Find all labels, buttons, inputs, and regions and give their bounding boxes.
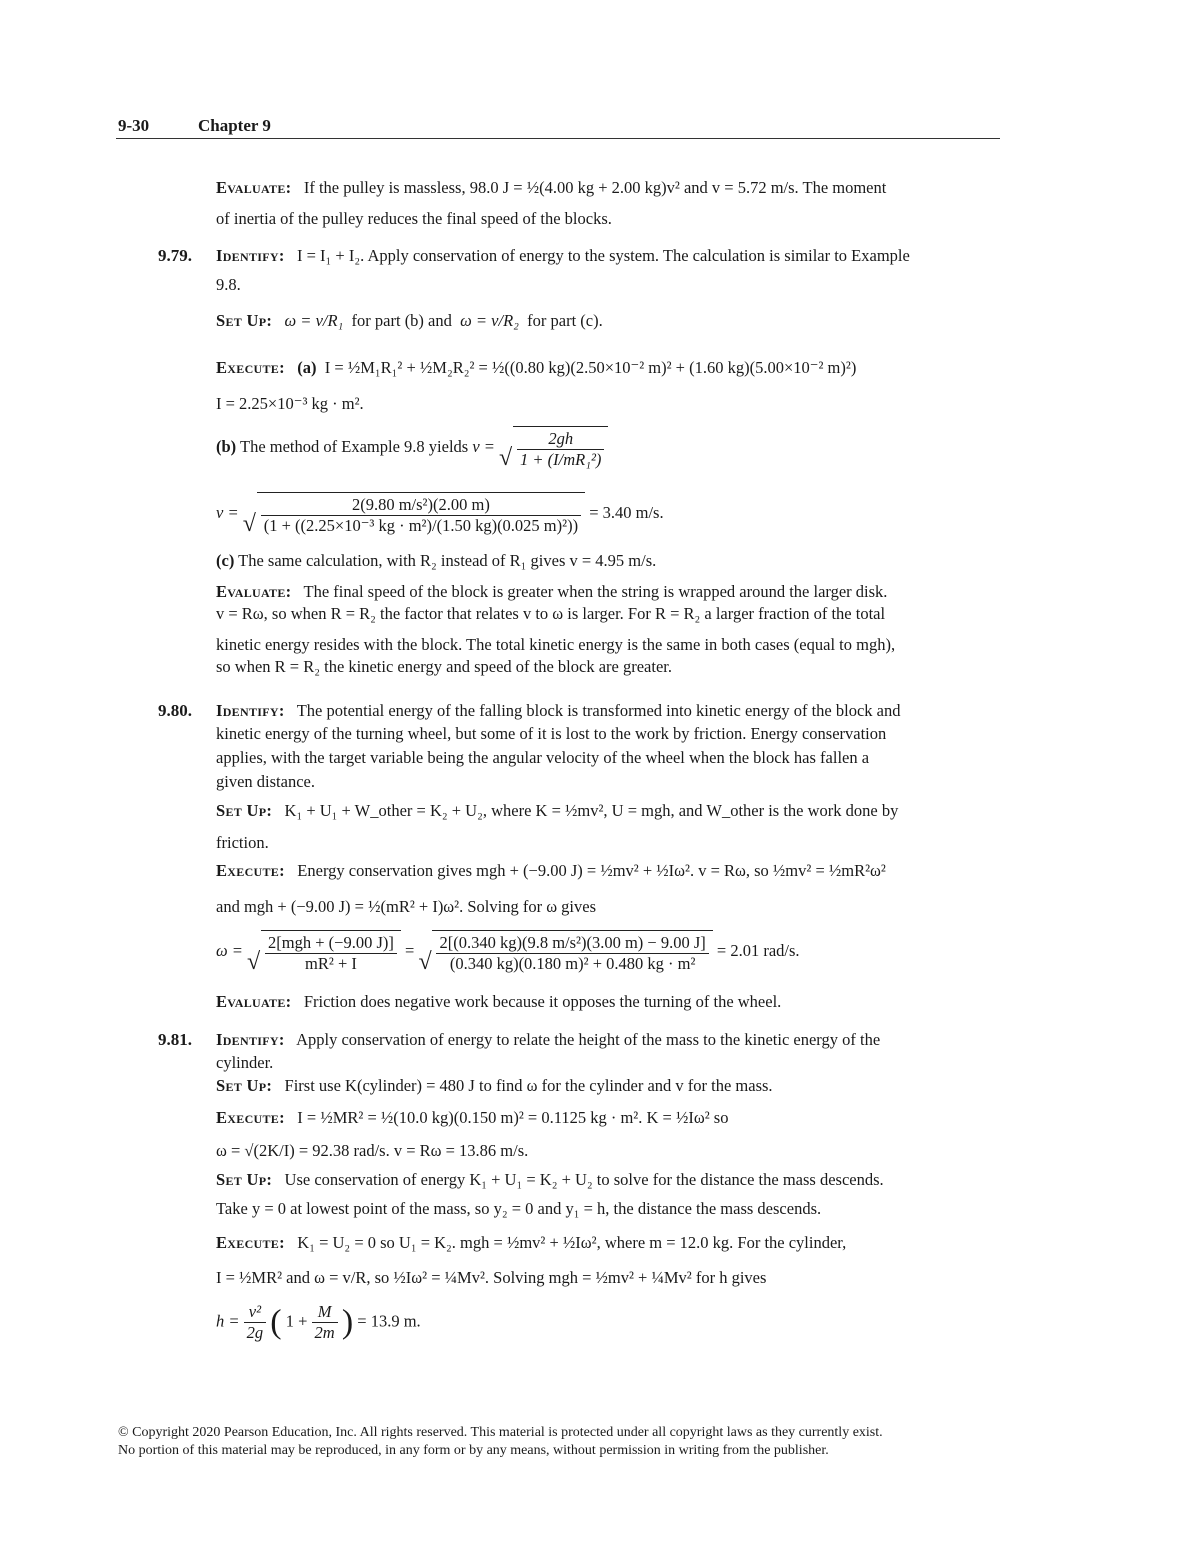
- p981-setup2-text: Use conservation of energy K₁ + U₁ = K₂ + U₂ to solve for the distance the mass descends.: [284, 1170, 884, 1189]
- problem-number-980: 9.80.: [158, 701, 192, 720]
- label-execute: Execute:: [216, 1233, 285, 1252]
- p981-identify-text: Apply conservation of energy to relate the height of the mass to the kinetic energy of the: [296, 1030, 881, 1049]
- problem-number-981: 9.81.: [158, 1030, 192, 1049]
- part-b-text: The method of Example 9.8 yields: [240, 436, 469, 456]
- radical-sign: √: [242, 511, 256, 537]
- label-identify: Identify:: [216, 701, 285, 720]
- p980-identify-text: The potential energy of the falling block is transformed into kinetic energy of the block and: [296, 701, 901, 720]
- omega-sqrt2: [418, 930, 712, 974]
- part-b-label: (b): [216, 436, 237, 456]
- part-b-calc-sqrt: [243, 492, 585, 536]
- p981-setup-text: First use K(cylinder) = 480 J to find ω for the cylinder and v for the mass.: [284, 1076, 773, 1095]
- p979-part-b-calc: [216, 492, 664, 536]
- label-setup: Set Up:: [216, 1170, 273, 1189]
- top-evaluate-line2: of inertia of the pulley reduces the final speed of the blocks.: [216, 209, 612, 228]
- p979-part-c: [216, 551, 656, 571]
- omega-sqrt1: [247, 930, 401, 974]
- problem-number-979: 9.79.: [158, 246, 192, 265]
- omega-f1-numerator: 2[mgh + (−9.00 J)]: [265, 933, 397, 954]
- top-evaluate-line1: [216, 178, 886, 198]
- label-identify: Identify:: [216, 1030, 285, 1049]
- p980-identify-line4: given distance.: [216, 772, 315, 791]
- p979-identify-line1: [216, 246, 910, 266]
- part-a-label: (a): [297, 358, 317, 377]
- p979-setup-text1: for part (b) and: [351, 311, 452, 330]
- part-b-calc-result: = 3.40 m/s.: [589, 502, 664, 522]
- radical-sign: √: [418, 949, 432, 975]
- p981-h-equation: [216, 1302, 421, 1343]
- p979-execute-a2: I = 2.25×10⁻³ kg · m².: [216, 394, 364, 413]
- p979-execute-a-formula: I = ½M₁R₁² + ½M₂R₂² = ½((0.80 kg)(2.50×10⁻² m)² + (1.60 kg)(5.00×10⁻² m)²): [324, 358, 857, 377]
- h-paren-open: (: [270, 1303, 282, 1341]
- copyright-line2: No portion of this material may be reproduced, in any form or by any means, without permission in writing from the publisher.: [118, 1443, 829, 1458]
- p980-execute-line2: and mgh + (−9.00 J) = ½(mR² + I)ω². Solving for ω gives: [216, 897, 597, 916]
- part-b-numerator: 2gh: [517, 429, 604, 450]
- omega-result: = 2.01 rad/s.: [716, 940, 800, 960]
- omega-equals: =: [405, 940, 415, 960]
- p979-evaluate-text: The final speed of the block is greater when the string is wrapped around the larger disk.: [303, 582, 888, 601]
- h-denominator: 2g: [246, 1323, 264, 1342]
- h-paren-close: ): [341, 1303, 354, 1341]
- p979-execute-a: [216, 358, 856, 378]
- h-M: M: [312, 1302, 338, 1323]
- radical-sign: √: [247, 949, 261, 975]
- label-evaluate: Evaluate:: [216, 178, 292, 197]
- p980-execute-text: Energy conservation gives mgh + (−9.00 J) = ½mv² + ½Iω². v = Rω, so ½mv² = ½mR²ω²: [297, 861, 886, 880]
- p979-setup-omega2: ω = v/R₂: [460, 311, 519, 330]
- chapter-title: Chapter 9: [198, 116, 271, 135]
- p980-setup-text: K₁ + U₁ + W_other = K₂ + U₂, where K = ½mv², U = mgh, and W_other is the work done by: [284, 801, 899, 820]
- p981-setup-line1: [216, 1076, 773, 1096]
- label-execute: Execute:: [216, 358, 285, 377]
- omega-fraction1: [265, 933, 397, 974]
- p979-evaluate-line2: v = Rω, so when R = R₂ the factor that relates v to ω is larger. For R = R₂ a larger fraction of the total: [216, 604, 886, 623]
- label-evaluate: Evaluate:: [216, 992, 292, 1011]
- p981-execute2-text: K₁ = U₂ = 0 so U₁ = K₂. mgh = ½mv² + ½Iω², where m = 12.0 kg. For the cylinder,: [297, 1233, 847, 1252]
- h-mass-fraction: [312, 1302, 338, 1343]
- radical-sign: √: [499, 445, 513, 471]
- part-b-calc-numerator: 2(9.80 m/s²)(2.00 m): [261, 495, 581, 516]
- omega-f1-denominator: mR² + I: [305, 954, 357, 973]
- p979-setup-text2: for part (c).: [527, 311, 603, 330]
- part-b-calc-denominator: (1 + ((2.25×10⁻³ kg · m²)/(1.50 kg)(0.025 m)²)): [263, 516, 579, 535]
- h-2m: 2m: [314, 1323, 335, 1342]
- header-rule: [116, 138, 1000, 139]
- p981-execute-line1: [216, 1108, 728, 1128]
- top-evaluate-text: If the pulley is massless, 98.0 J = ½(4.00 kg + 2.00 kg)v² and v = 5.72 m/s. The moment: [303, 178, 887, 197]
- p981-execute-line2b: I = ½MR² and ω = v/R, so ½Iω² = ¼Mv². Solving mgh = ½mv² + ¼Mv² for h gives: [216, 1268, 767, 1287]
- p979-identify-text: I = I₁ + I₂. Apply conservation of energy to the system. The calculation is similar to Example: [297, 246, 910, 265]
- p979-evaluate-line3: kinetic energy resides with the block. The total kinetic energy is the same in both cases (equal to mgh),: [216, 635, 896, 654]
- part-b-sqrt: [499, 426, 608, 470]
- label-execute: Execute:: [216, 861, 285, 880]
- page-number: 9-30: [118, 116, 150, 135]
- omega-f2-denominator: (0.340 kg)(0.180 m)² + 0.480 kg · m²: [449, 954, 696, 973]
- p981-execute-text: I = ½MR² = ½(10.0 kg)(0.150 m)² = 0.1125 kg · m². K = ½Iω² so: [297, 1108, 729, 1127]
- p980-identify-line1: [216, 701, 900, 721]
- p980-identify-line3: applies, with the target variable being the angular velocity of the wheel when the block has fallen a: [216, 748, 870, 767]
- part-b-v: v =: [472, 436, 495, 456]
- h-one-plus: 1 +: [285, 1311, 308, 1331]
- omega-fraction2: [436, 933, 708, 974]
- part-c-text: The same calculation, with R₂ instead of R₁ gives v = 4.95 m/s.: [238, 551, 657, 570]
- p980-omega-equation: [216, 930, 800, 974]
- p980-setup-line2: friction.: [216, 833, 269, 852]
- p980-execute-line1: [216, 861, 886, 881]
- h-lhs: h =: [216, 1311, 240, 1331]
- p979-setup: [216, 311, 603, 331]
- p979-part-b: [216, 426, 608, 470]
- p981-setup-line2b: Take y = 0 at lowest point of the mass, so y₂ = 0 and y₁ = h, the distance the mass descends.: [216, 1199, 822, 1218]
- h-fraction: [244, 1302, 267, 1343]
- label-setup: Set Up:: [216, 1076, 273, 1095]
- label-identify: Identify:: [216, 246, 285, 265]
- part-b-calc-v: v =: [216, 502, 239, 522]
- p981-identify-line2: cylinder.: [216, 1053, 274, 1072]
- p981-setup-line2: [216, 1170, 884, 1190]
- p980-evaluate: [216, 992, 781, 1012]
- p981-identify-line1: [216, 1030, 880, 1050]
- part-b-fraction: [517, 429, 604, 470]
- label-setup: Set Up:: [216, 801, 273, 820]
- label-evaluate: Evaluate:: [216, 582, 292, 601]
- p981-execute-line2: [216, 1233, 846, 1253]
- p979-setup-omega1: ω = v/R₁: [284, 311, 344, 330]
- omega-lhs: ω =: [216, 940, 243, 960]
- omega-f2-numerator: 2[(0.340 kg)(9.8 m/s²)(3.00 m) − 9.00 J]: [436, 933, 708, 954]
- copyright-line1: © Copyright 2020 Pearson Education, Inc. All rights reserved. This material is protected under all copyright laws as they currently exist.: [118, 1425, 883, 1440]
- p980-identify-line2: kinetic energy of the turning wheel, but some of it is lost to the work by friction. Energy conservation: [216, 724, 887, 743]
- p980-evaluate-text: Friction does negative work because it opposes the turning of the wheel.: [303, 992, 782, 1011]
- p979-identify-line2: 9.8.: [216, 275, 241, 294]
- label-execute: Execute:: [216, 1108, 285, 1127]
- p981-execute-line1b: ω = √(2K/I) = 92.38 rad/s. v = Rω = 13.86 m/s.: [216, 1141, 529, 1160]
- h-numerator: v²: [244, 1302, 267, 1323]
- p979-evaluate-line1: [216, 582, 887, 602]
- part-b-denominator: 1 + (I/mR₁²): [520, 450, 602, 469]
- label-setup: Set Up:: [216, 311, 273, 330]
- part-b-calc-fraction: [261, 495, 581, 536]
- part-c-label: (c): [216, 551, 235, 570]
- p979-evaluate-line4: so when R = R₂ the kinetic energy and speed of the block are greater.: [216, 657, 672, 676]
- p980-setup-line1: [216, 801, 898, 821]
- h-result: = 13.9 m.: [357, 1311, 421, 1331]
